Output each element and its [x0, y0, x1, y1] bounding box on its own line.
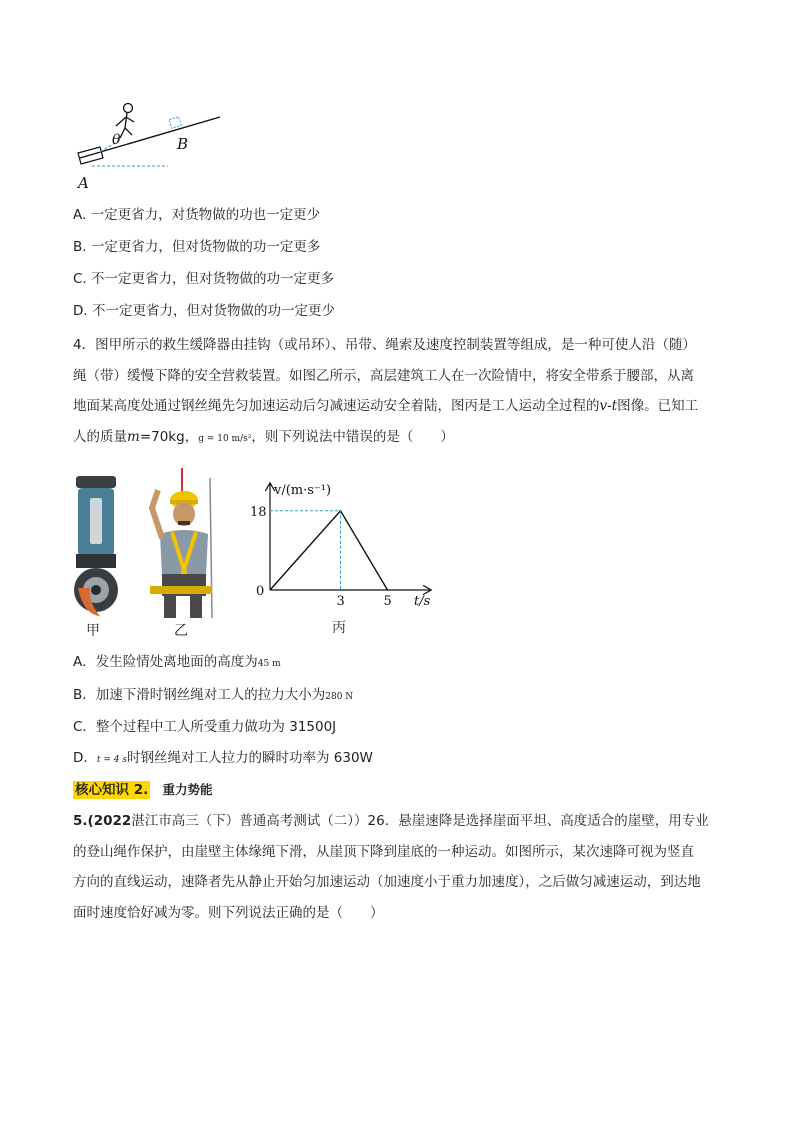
- q3-option-c: C. 不一定更省力，但对货物做的功一定更多: [73, 271, 335, 287]
- y-axis-label: v/(m·s⁻¹): [274, 483, 332, 498]
- caption-bing: 丙: [332, 620, 346, 636]
- box-b: [169, 117, 181, 128]
- x-tick-label-5: 5: [383, 594, 392, 609]
- q3-option-d: D. 不一定更省力，但对货物做的功一定更少: [73, 303, 335, 319]
- q4-option-d: D．t = 4 s时钢丝绳对工人拉力的瞬时功率为 630W: [73, 750, 373, 766]
- rescue-device-image: [70, 470, 122, 618]
- q4-stem: 4．图甲所示的救生缓降器由挂钩（或吊环）、吊带、绳索及速度控制装置等组成，是一种可使人沿（随） 绳（带）缓慢下降的安全营救装置。如图乙所示，高层建筑工人在一次险情中，将安全带系于腰部，从离 地面某高度处通过钢丝绳先匀加速运动后匀减速运动安全着陆，图丙是工人运动全过程的v-t图像。已知工 人的质量m=70kg，g = 10 m/s²，则下列说法中错误的是（ ）: [73, 337, 699, 445]
- section-highlight: 核心知识 2.: [75, 782, 149, 798]
- worker-image: [142, 468, 222, 618]
- q3-option-b: B. 一定更省力，但对货物做的功一定更多: [73, 239, 321, 255]
- label-a: A: [78, 174, 89, 192]
- q5-stem: 5.(2022湛江市高三（下）普通高考测试（二））26．悬崖速降是选择崖面平坦、高度适合的崖壁，用专业 的登山绳作保护，由崖壁主体缘绳下滑，从崖顶下降到崖底的一种运动。如图所示，某次速降可视为竖直 方向的直线运动，速降者先从静止开始匀加速运动（加速度小于重力加速度），之后做匀减速运动，到达地 面时速度恰好减为零。则下列说法正确的是（ ）: [73, 813, 709, 921]
- x-axis-label: t/s: [414, 594, 431, 609]
- q4-option-a: A．发生险情处离地面的高度为45 m: [73, 654, 281, 670]
- vt-chart: [248, 480, 438, 610]
- caption-yi: 乙: [174, 623, 188, 639]
- section-title: 重力势能: [162, 782, 213, 797]
- label-b: B: [177, 135, 189, 153]
- origin-label: 0: [256, 584, 265, 599]
- q4-option-c: C．整个过程中工人所受重力做功为 31500J: [73, 719, 337, 735]
- vt-series-line: [270, 511, 388, 590]
- q4-option-b: B．加速下滑时钢丝绳对工人的拉力大小为280 N: [73, 687, 354, 703]
- caption-jia: 甲: [86, 623, 100, 639]
- label-theta: θ: [112, 132, 121, 148]
- q3-option-a: A. 一定更省力，对货物做的功也一定更少: [73, 207, 321, 223]
- y-tick-label-18: 18: [250, 504, 267, 520]
- incline-figure: [70, 100, 230, 192]
- section-header: [73, 780, 213, 800]
- x-tick-label-3: 3: [336, 594, 345, 609]
